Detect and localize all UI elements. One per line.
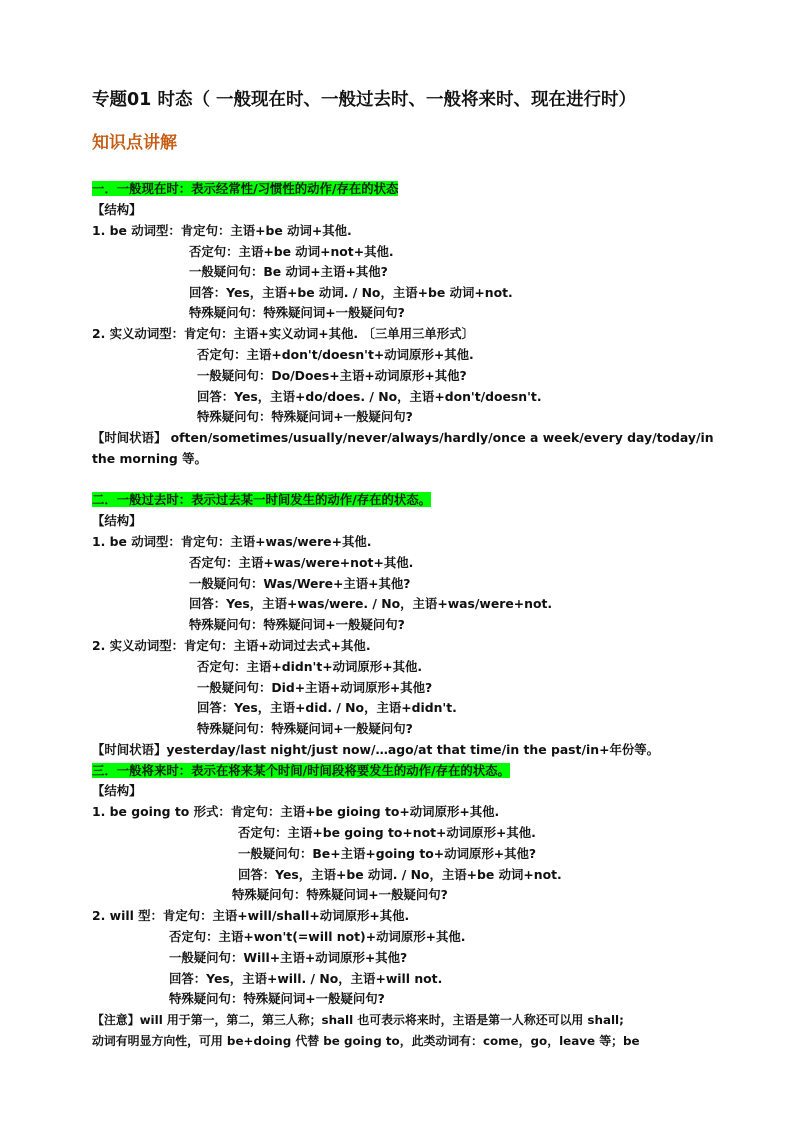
text-line: 特殊疑问句：特殊疑问词+一般疑问句? — [197, 409, 413, 424]
text-line: 否定句：主语+don't/doesn't+动词原形+其他. — [197, 347, 474, 362]
structure-label: 【结构】 — [92, 513, 142, 528]
text-line: 回答：Yes，主语+did. / No，主语+didn't. — [197, 700, 457, 715]
text-line: 特殊疑问句：特殊疑问词+一般疑问句? — [169, 991, 385, 1006]
page-title: 专题01 时态（ 一般现在时、一般过去时、一般将来时、现在进行时） — [92, 90, 637, 110]
text-line: 否定句：主语+won't(=will not)+动词原形+其他. — [169, 929, 466, 944]
text-line: 一般疑问句：Did+主语+动词原形+其他? — [197, 680, 433, 695]
note-line: 动词有明显方向性，可用 be+doing 代替 be going to，此类动词有：come，go，leave 等；be — [92, 1034, 640, 1048]
text-line: 否定句：主语+was/were+not+其他. — [189, 555, 414, 570]
text-line: 一般疑问句：Be 动词+主语+其他? — [189, 264, 388, 279]
time-adverbial: the morning 等。 — [92, 451, 207, 466]
time-adverbial: 【时间状语】yesterday/last night/just now/…ago/at that time/in the past/in+年份等。 — [92, 742, 660, 757]
text-line: 否定句：主语+be 动词+not+其他. — [189, 244, 394, 259]
text-line: 特殊疑问句：特殊疑问词+一般疑问句? — [189, 305, 405, 320]
text-line: 一般疑问句：Was/Were+主语+其他? — [189, 576, 411, 591]
section-heading-present — [92, 181, 398, 197]
text-line: 否定句：主语+didn't+动词原形+其他. — [197, 659, 423, 674]
text-line: 一般疑问句：Will+主语+动词原形+其他? — [169, 950, 408, 965]
structure-label: 【结构】 — [92, 783, 142, 798]
text-line: 特殊疑问句：特殊疑问词+一般疑问句? — [189, 617, 405, 632]
section-heading-future — [92, 763, 510, 779]
text-line: 特殊疑问句：特殊疑问词+一般疑问句? — [232, 887, 448, 902]
text-line: 2. will 型：肯定句：主语+will/shall+动词原形+其他. — [92, 908, 410, 923]
text-line: 一般疑问句：Be+主语+going to+动词原形+其他? — [238, 846, 537, 861]
text-line: 特殊疑问句：特殊疑问词+一般疑问句? — [197, 721, 413, 736]
text-line: 回答：Yes，主语+be 动词. / No，主语+be 动词+not. — [238, 867, 562, 882]
text-line: 2. 实义动词型：肯定句：主语+动词过去式+其他. — [92, 638, 371, 653]
text-line: 2. 实义动词型：肯定句：主语+实义动词+其他. 〔三单用三单形式〕 — [92, 326, 474, 341]
time-adverbial: 【时间状语】 often/sometimes/usually/never/always/hardly/once a week/every day/today/in — [92, 430, 714, 445]
text-line: 1. be 动词型：肯定句：主语+was/were+其他. — [92, 534, 372, 549]
text-line: 回答：Yes，主语+be 动词. / No，主语+be 动词+not. — [189, 285, 513, 300]
highlight-past: 二．一般过去时：表示过去某一时间发生的动作/存在的状态。 — [92, 492, 432, 507]
text-line: 一般疑问句：Do/Does+主语+动词原形+其他? — [197, 368, 467, 383]
text-line: 1. be 动词型：肯定句：主语+be 动词+其他. — [92, 223, 352, 238]
highlight-present: 一．一般现在时：表示经常性/习惯性的动作/存在的状态 — [92, 181, 399, 196]
text-line: 回答：Yes，主语+do/does. / No，主语+don't/doesn't. — [197, 389, 542, 404]
text-line: 回答：Yes，主语+was/were. / No，主语+was/were+not. — [189, 596, 553, 611]
section-heading-past — [92, 492, 431, 508]
text-line: 1. be going to 形式：肯定句：主语+be gioing to+动词原形+其他. — [92, 804, 500, 819]
note-line: 【注意】will 用于第一，第二，第三人称；shall 也可表示将来时，主语是第一人称还可以用 shall; — [92, 1013, 624, 1027]
text-line: 回答：Yes，主语+will. / No，主语+will not. — [169, 971, 443, 986]
structure-label: 【结构】 — [92, 202, 142, 217]
section-subtitle: 知识点讲解 — [92, 133, 177, 153]
highlight-future: 三．一般将来时：表示在将来某个时间/时间段将要发生的动作/存在的状态。 — [92, 763, 510, 778]
text-line: 否定句：主语+be going to+not+动词原形+其他. — [238, 825, 536, 840]
